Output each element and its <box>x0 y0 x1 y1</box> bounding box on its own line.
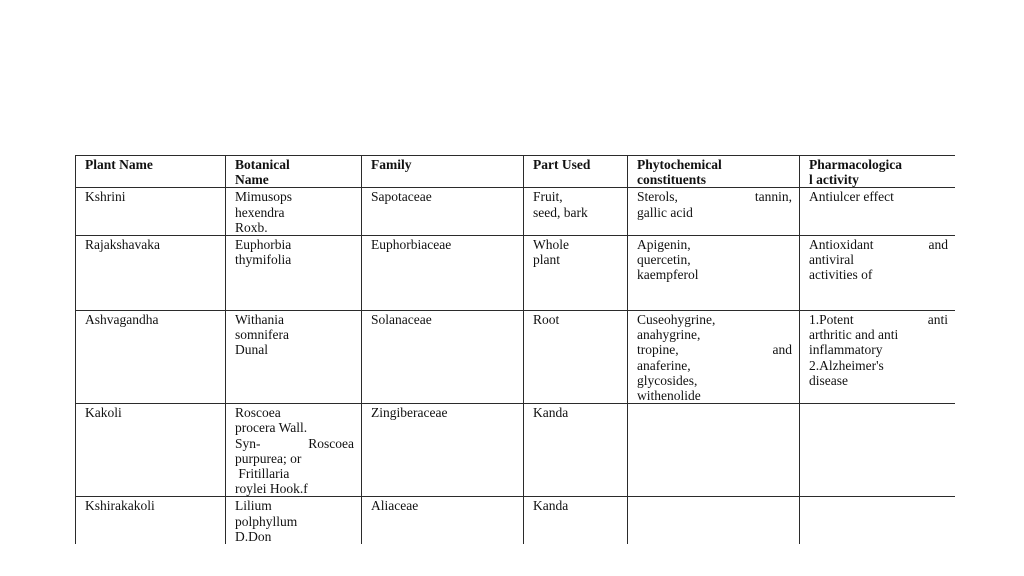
cell-phytochemical <box>628 404 800 497</box>
table-row <box>76 188 956 236</box>
table-row <box>76 236 956 311</box>
cell-botanical-name: Euphorbia thymifolia <box>226 236 362 311</box>
header-plant-name: Plant Name <box>76 156 226 188</box>
cell-botanical-name: Withania somnifera Dunal <box>226 311 362 404</box>
table-row <box>76 311 956 404</box>
cell-pharmacological: Antioxidant and antiviral activities of <box>800 236 956 311</box>
table-row <box>76 497 956 544</box>
cell-botanical-name: Lilium polphyllum D.Don <box>226 497 362 544</box>
cell-family: Euphorbiaceae <box>362 236 524 311</box>
header-family: Family <box>362 156 524 188</box>
table-row <box>76 404 956 497</box>
table-header-row <box>76 156 956 188</box>
cell-family: Sapotaceae <box>362 188 524 236</box>
cell-part-used: Kanda <box>524 497 628 544</box>
cell-phytochemical: Cuseohygrine, anahygrine, tropine, and anaferine, glycosides, withenolide <box>628 311 800 404</box>
cell-plant-name: Rajakshavaka <box>76 236 226 311</box>
cell-part-used: Kanda <box>524 404 628 497</box>
cell-phytochemical: Sterols, tannin, gallic acid <box>628 188 800 236</box>
cell-family: Zingiberaceae <box>362 404 524 497</box>
cell-family: Aliaceae <box>362 497 524 544</box>
cell-phytochemical: Apigenin, quercetin, kaempferol <box>628 236 800 311</box>
cell-part-used: Fruit, seed, bark <box>524 188 628 236</box>
cell-pharmacological: 1.Potent anti arthritic and anti inflammatory 2.Alzheimer's disease <box>800 311 956 404</box>
cell-phytochemical <box>628 497 800 544</box>
cell-botanical-name: Roscoea procera Wall. Syn- Roscoea purpurea; or Fritillaria roylei Hook.f <box>226 404 362 497</box>
header-pharmacological: Pharmacologica l activity <box>800 156 956 188</box>
cell-family: Solanaceae <box>362 311 524 404</box>
cell-plant-name: Ashvagandha <box>76 311 226 404</box>
cell-plant-name: Kshirakakoli <box>76 497 226 544</box>
cell-pharmacological <box>800 497 956 544</box>
cell-plant-name: Kakoli <box>76 404 226 497</box>
cell-pharmacological: Antiulcer effect <box>800 188 956 236</box>
cell-plant-name: Kshrini <box>76 188 226 236</box>
cell-botanical-name: Mimusops hexendra Roxb. <box>226 188 362 236</box>
cell-part-used: Whole plant <box>524 236 628 311</box>
table-container <box>75 155 955 544</box>
header-phytochemical: Phytochemical constituents <box>628 156 800 188</box>
header-botanical-name: Botanical Name <box>226 156 362 188</box>
cell-part-used: Root <box>524 311 628 404</box>
plant-table <box>75 155 955 544</box>
cell-pharmacological <box>800 404 956 497</box>
header-part-used: Part Used <box>524 156 628 188</box>
